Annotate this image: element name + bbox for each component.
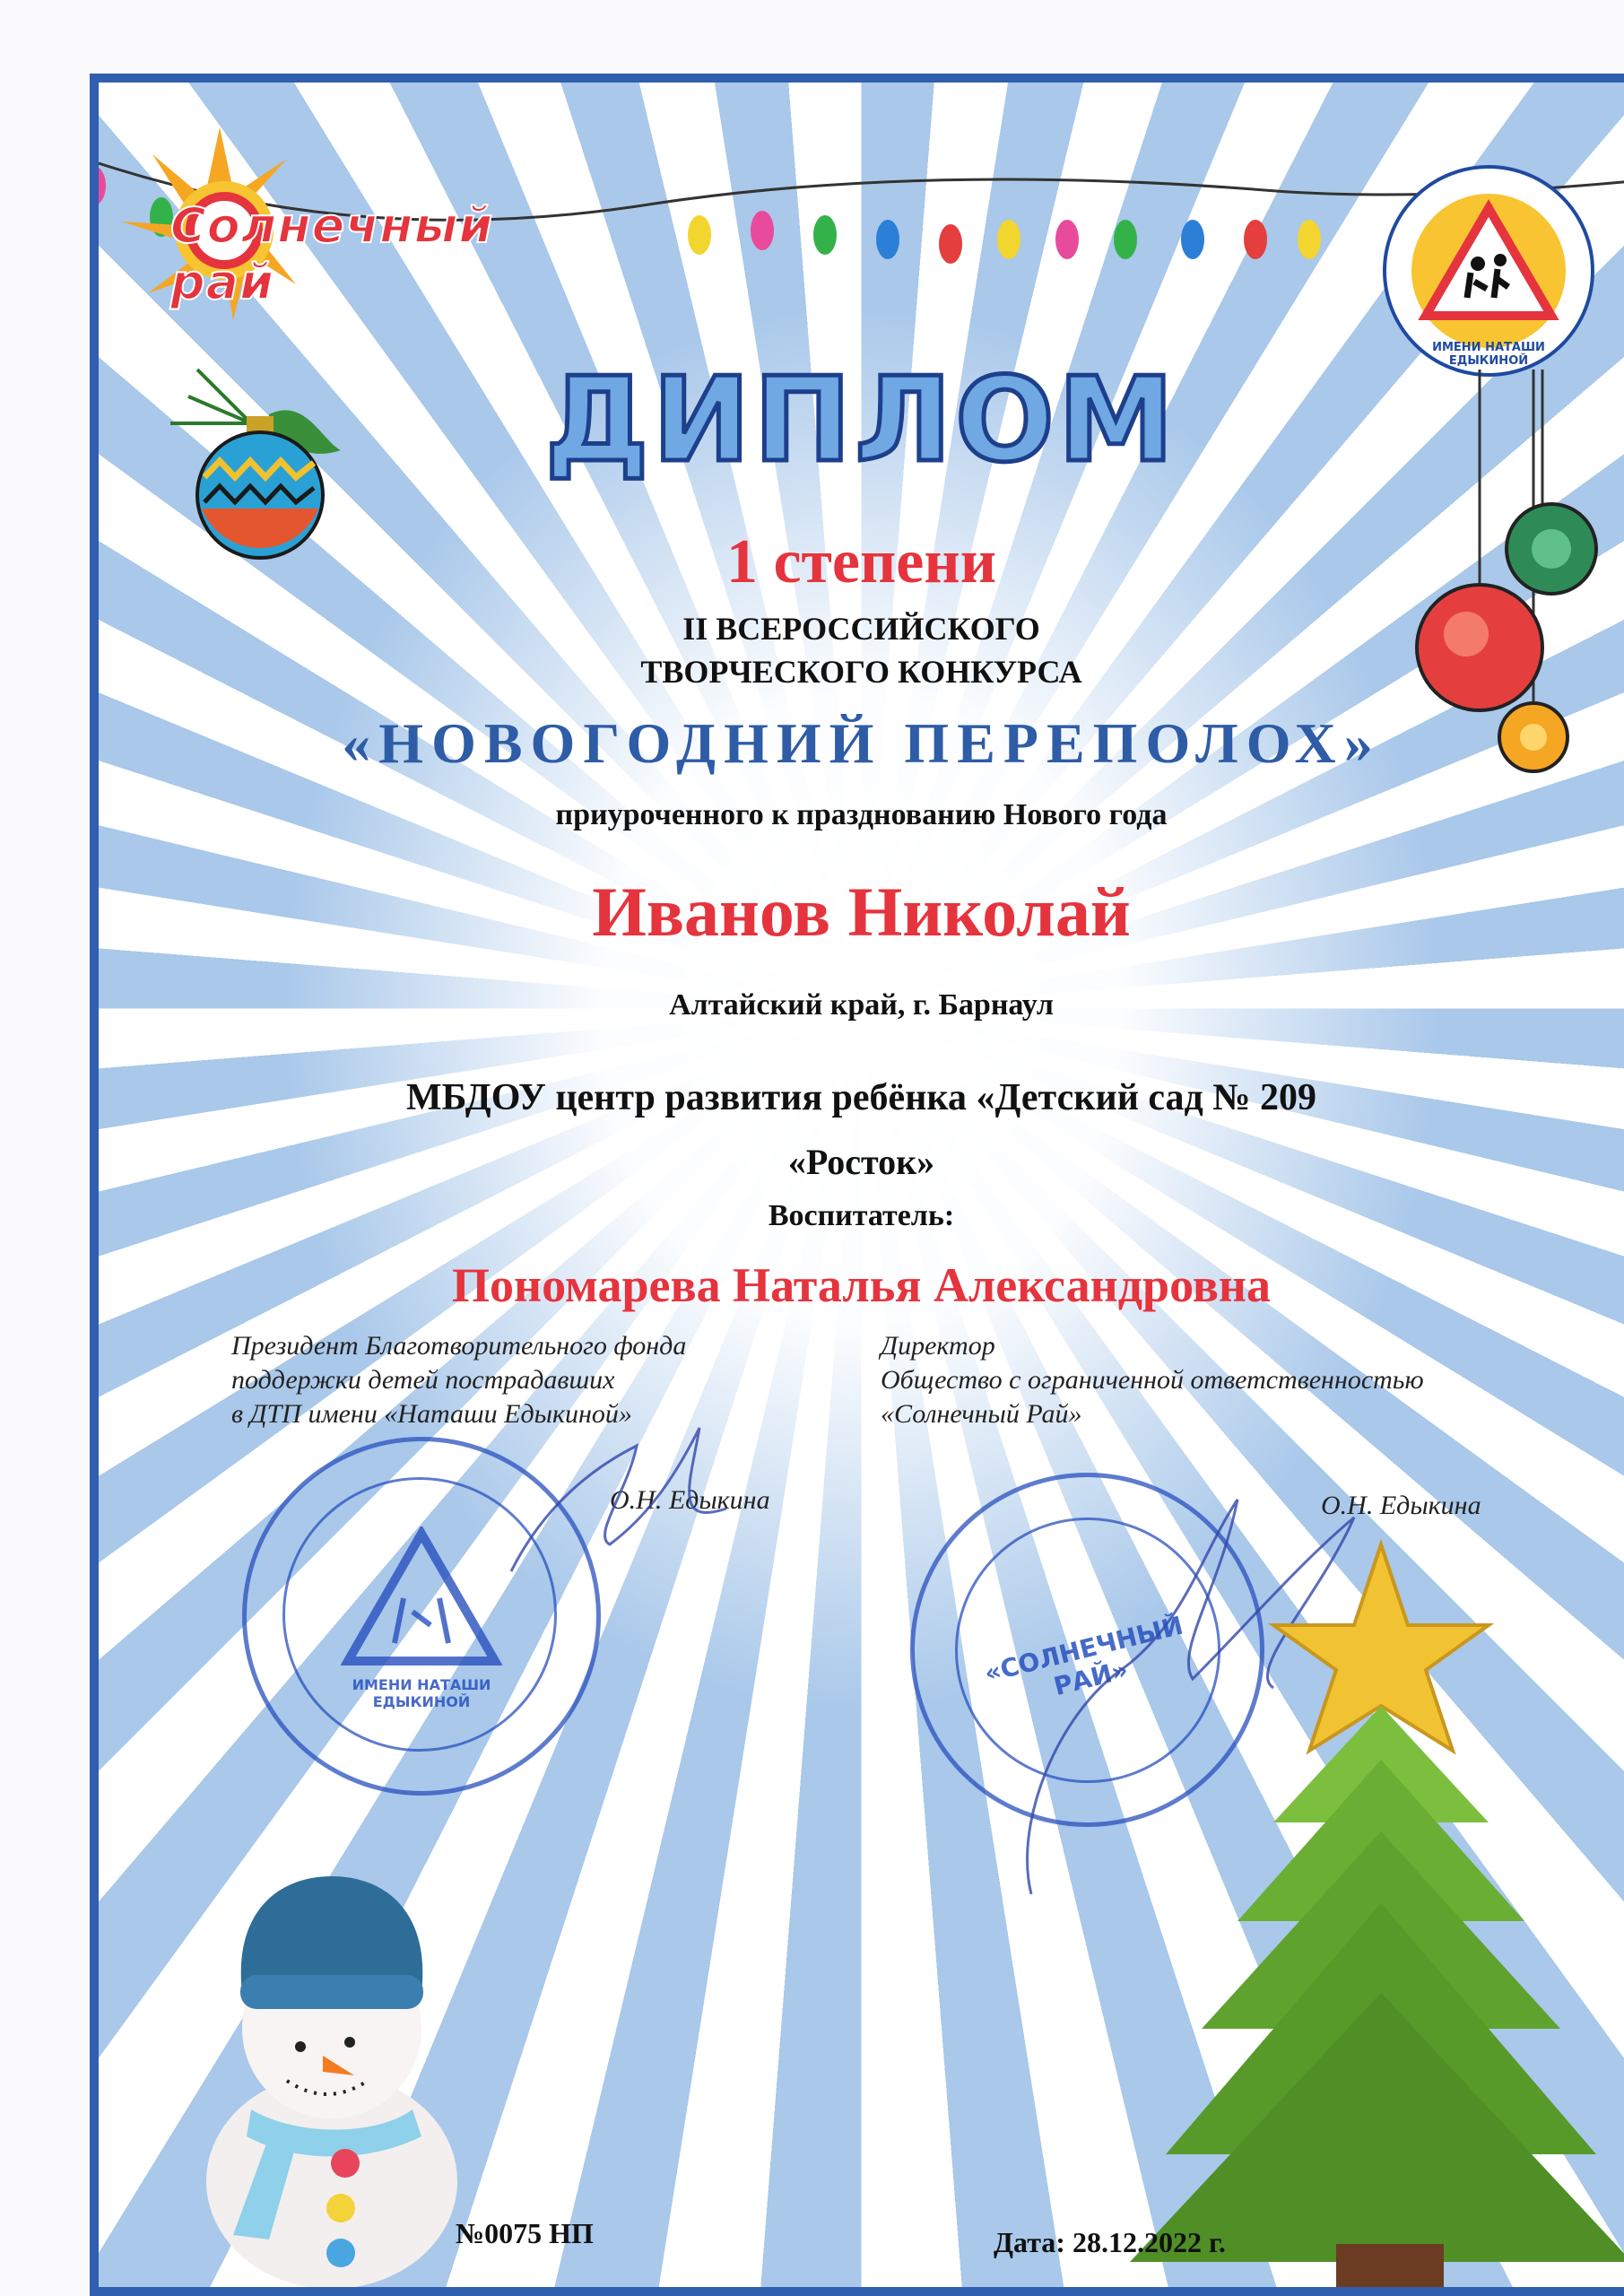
signature-left-line-1: Президент Благотворительного фонда [231, 1331, 687, 1361]
signature-right-line-2: Общество с ограниченной ответственностью [881, 1365, 1424, 1395]
subtitle-line-2: ТВОРЧЕСКОГО КОНКУРСА [640, 654, 1082, 690]
diploma-number: №0075 НП [456, 2217, 594, 2249]
recipient-name: Иванов Николай [592, 873, 1131, 951]
logo-text: Солнечный рай [170, 197, 494, 310]
signature-block-right [881, 1329, 1562, 1431]
signature-scribble-left [493, 1410, 762, 1589]
subtitle-line-1: II ВСЕРОССИЙСКОГО [682, 611, 1040, 647]
signature-left-line-3: в ДТП имени «Наташи Едыкиной» [231, 1399, 632, 1429]
recipient-region: Алтайский край, г. Барнаул [669, 988, 1054, 1022]
signature-right-line-3: «Солнечный Рай» [881, 1399, 1082, 1429]
stamp-triangle-icon [341, 1526, 502, 1679]
signature-left-name: О.Н. Едыкина [610, 1485, 770, 1515]
occasion-text: приуроченного к празднованию Нового года [555, 798, 1168, 831]
diploma-frame [90, 74, 1624, 2296]
institution-line-1: МБДОУ центр развития ребёнка «Детский сад № 209 [406, 1077, 1316, 1118]
fund-logo-caption: ИМЕНИ НАТАШИ ЕДЫКИНОЙ [1432, 341, 1545, 368]
teacher-name: Пономарева Наталья Александровна [451, 1258, 1272, 1312]
fund-logo [1381, 163, 1596, 378]
degree: 1 степени [725, 527, 997, 596]
contest-name: «НОВОГОДНИЙ ПЕРЕПОЛОХ» [342, 711, 1381, 775]
stamp-left-caption: ИМЕНИ НАТАШИ ЕДЫКИНОЙ [352, 1676, 491, 1710]
teacher-label: Воспитатель: [768, 1199, 955, 1232]
signature-left-line-2: поддержки детей пострадавших [231, 1365, 615, 1395]
institution-line-2: «Росток» [787, 1142, 935, 1182]
diploma-title: ДИПЛОМ [544, 352, 1178, 488]
signature-right-line-1: Директор [881, 1331, 995, 1361]
solnechny-rai-logo [117, 118, 529, 325]
stamp-right-caption: «СОЛНЕЧНЫЙ РАЙ» [981, 1610, 1186, 1702]
christmas-tree-icon [1112, 1526, 1624, 2296]
diploma-date: Дата: 28.12.2022 г. [994, 2226, 1226, 2258]
signature-right-name: О.Н. Едыкина [1321, 1491, 1481, 1520]
